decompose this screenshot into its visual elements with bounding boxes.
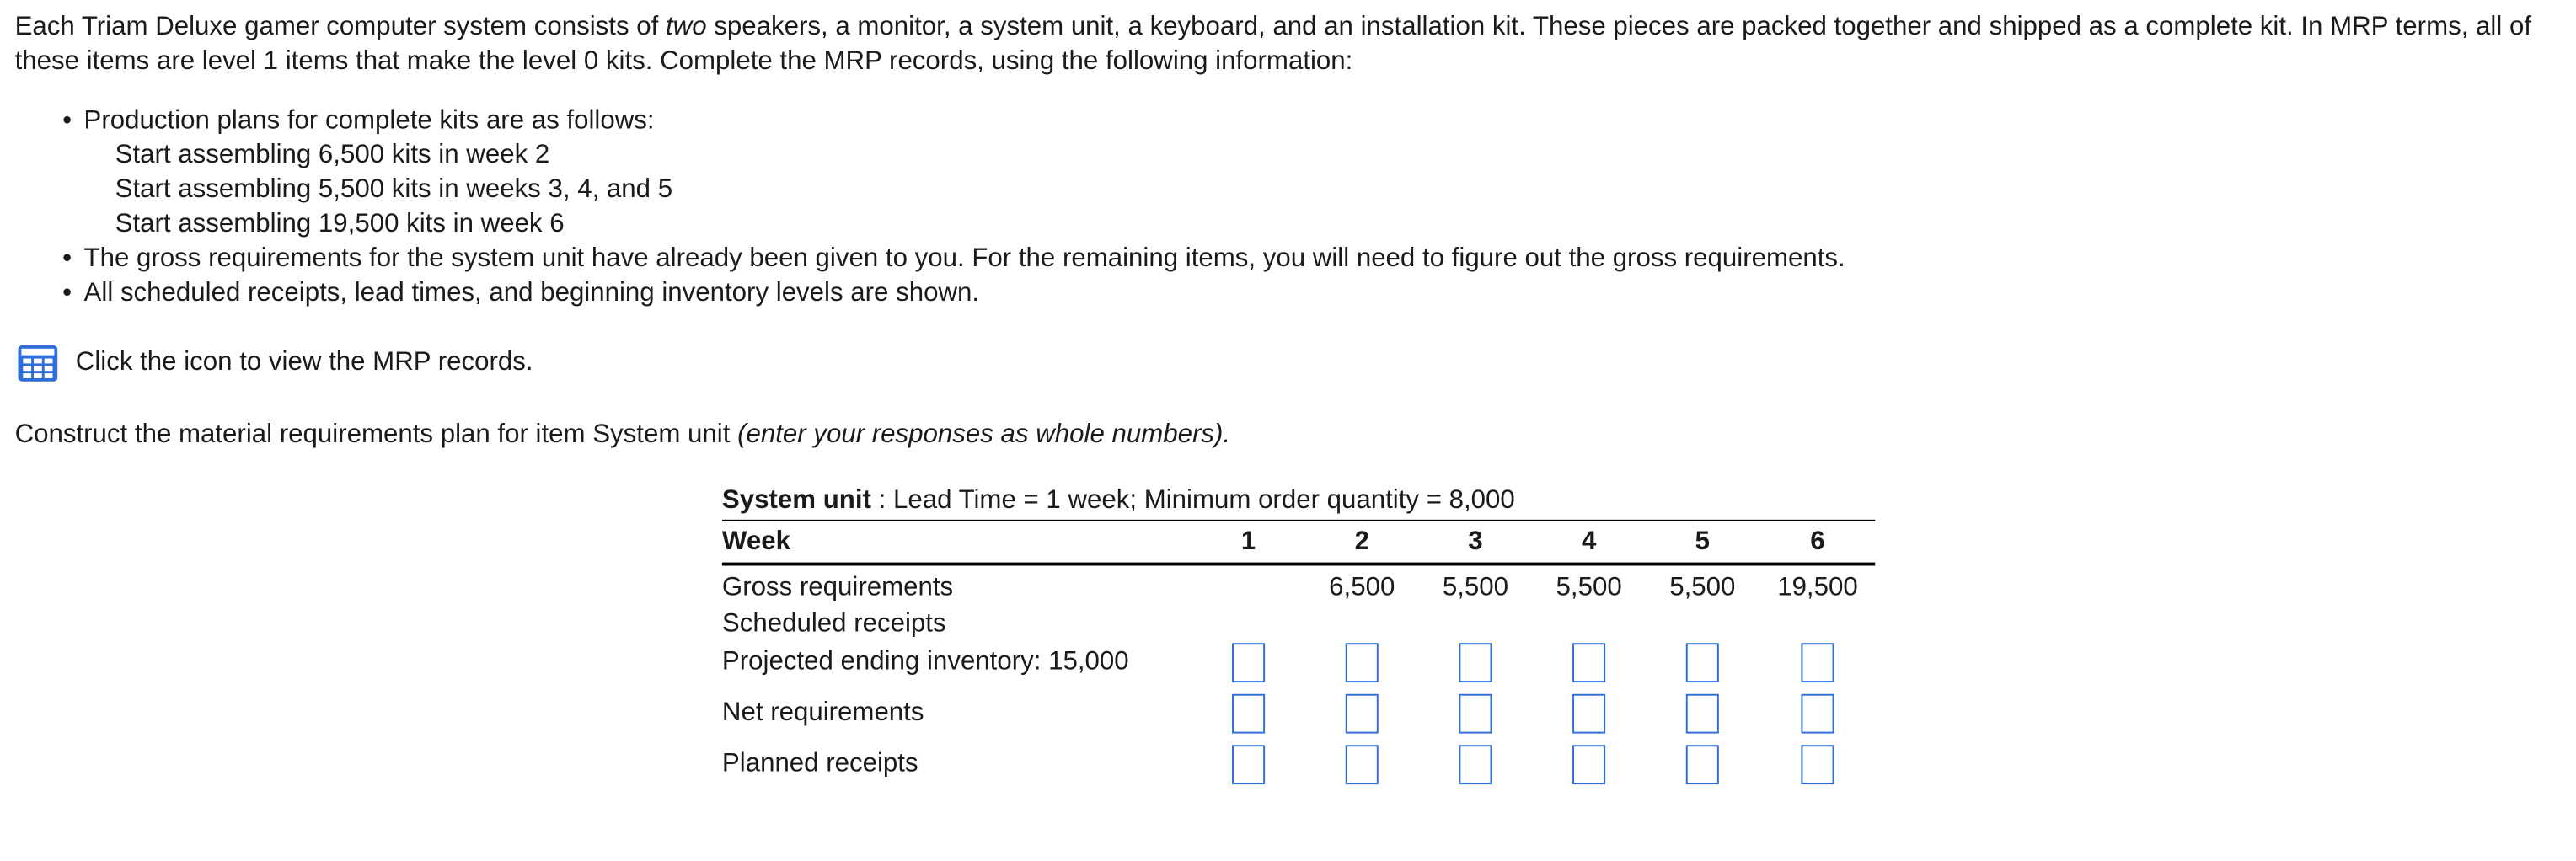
planned-receipts-input-week3[interactable] xyxy=(1459,745,1492,784)
week-number: 5 xyxy=(1695,527,1711,556)
net-requirements-label: Net requirements xyxy=(721,698,924,727)
projected-inventory-input-week1[interactable] xyxy=(1232,643,1265,682)
gross-requirements-label: Gross requirements xyxy=(721,574,954,602)
projected-inventory-input-week2[interactable] xyxy=(1346,643,1379,682)
info-bullet-list xyxy=(62,104,1845,311)
view-mrp-records-row xyxy=(18,345,533,382)
problem-intro xyxy=(15,10,2568,79)
scheduled-receipts-label: Scheduled receipts xyxy=(721,610,946,639)
planned-receipts-input-week5[interactable] xyxy=(1686,745,1719,784)
net-requirements-input-week2[interactable] xyxy=(1346,694,1379,734)
week-header-row xyxy=(722,521,1875,566)
gross-value: 6,500 xyxy=(1329,574,1395,602)
net-requirements-input-week1[interactable] xyxy=(1232,694,1265,734)
bullet-dot: • xyxy=(62,106,72,136)
projected-inventory-input-week4[interactable] xyxy=(1572,643,1605,682)
bullet-scheduled-receipts xyxy=(62,276,1845,311)
net-requirements-input-week5[interactable] xyxy=(1686,694,1719,734)
bullet-dot: • xyxy=(62,279,72,308)
planned-receipts-input-week2[interactable] xyxy=(1346,745,1379,784)
sub-line-week6: Start assembling 19,500 kits in week 6 xyxy=(115,210,565,239)
item-details: : Lead Time = 1 week; Minimum order quantity = 8,000 xyxy=(870,486,1515,515)
gross-value: 5,500 xyxy=(1442,574,1509,602)
gross-value: 5,500 xyxy=(1669,574,1736,602)
bullet-dot: • xyxy=(62,244,72,274)
construct-instruction xyxy=(15,421,1231,451)
week-number: 2 xyxy=(1354,527,1369,556)
net-requirements-input-week3[interactable] xyxy=(1459,694,1492,734)
item-name: System unit xyxy=(721,486,871,515)
scheduled-receipts-row xyxy=(722,605,1875,644)
intro-text-after: speakers, a monitor, a system unit, a keyboard, and an installation kit. These pieces are packed together and shipped as a complete kit. In MRP terms, all of these items are level 1 items that make the level 0 kits. Complete the MRP records, using the following information: xyxy=(14,13,2532,76)
bullet-text: The gross requirements for the system unit have already been given to you. For the remaining items, you will need to figure out the gross requirements. xyxy=(83,244,1845,274)
projected-inventory-row xyxy=(722,639,1875,686)
gross-requirements-row xyxy=(722,569,1875,608)
mrp-title xyxy=(722,484,1875,521)
net-requirements-input-week6[interactable] xyxy=(1801,694,1834,734)
net-requirements-input-week4[interactable] xyxy=(1572,694,1605,734)
week-number: 4 xyxy=(1581,527,1597,556)
bullet-production-plans xyxy=(62,104,1845,242)
intro-text-before: Each Triam Deluxe gamer computer system consists of xyxy=(14,13,666,41)
construct-text: Construct the material requirements plan for item System unit xyxy=(14,420,738,449)
week-number: 6 xyxy=(1810,527,1825,556)
planned-receipts-input-week6[interactable] xyxy=(1801,745,1834,784)
mrp-table xyxy=(721,484,1875,778)
projected-inventory-input-week5[interactable] xyxy=(1686,643,1719,682)
projected-inventory-input-week6[interactable] xyxy=(1801,643,1834,682)
bullet-gross-requirements xyxy=(62,242,1845,276)
planned-receipts-row xyxy=(722,741,1875,788)
table-grid-icon[interactable] xyxy=(18,345,57,382)
week-number: 3 xyxy=(1468,527,1483,556)
gross-value: 19,500 xyxy=(1777,574,1858,602)
sub-line-weeks345: Start assembling 5,500 kits in weeks 3, 4, and 5 xyxy=(115,175,673,205)
gross-value: 5,500 xyxy=(1556,574,1622,602)
week-label: Week xyxy=(721,527,790,556)
bullet-text: Production plans for complete kits are as follows: xyxy=(83,106,655,136)
projected-inventory-input-week3[interactable] xyxy=(1459,643,1492,682)
construct-italic: (enter your responses as whole numbers). xyxy=(737,420,1231,449)
planned-receipts-input-week4[interactable] xyxy=(1572,745,1605,784)
intro-text-italic: two xyxy=(665,13,707,41)
planned-receipts-input-week1[interactable] xyxy=(1232,745,1265,784)
week-number: 1 xyxy=(1240,527,1256,556)
projected-inventory-label: Projected ending inventory: 15,000 xyxy=(721,648,1129,676)
bullet-text: All scheduled receipts, lead times, and beginning inventory levels are shown. xyxy=(83,279,980,308)
net-requirements-row xyxy=(722,691,1875,737)
planned-receipts-label: Planned receipts xyxy=(721,750,918,778)
view-mrp-records-text: Click the icon to view the MRP records. xyxy=(75,348,533,377)
sub-line-week2: Start assembling 6,500 kits in week 2 xyxy=(115,141,550,170)
